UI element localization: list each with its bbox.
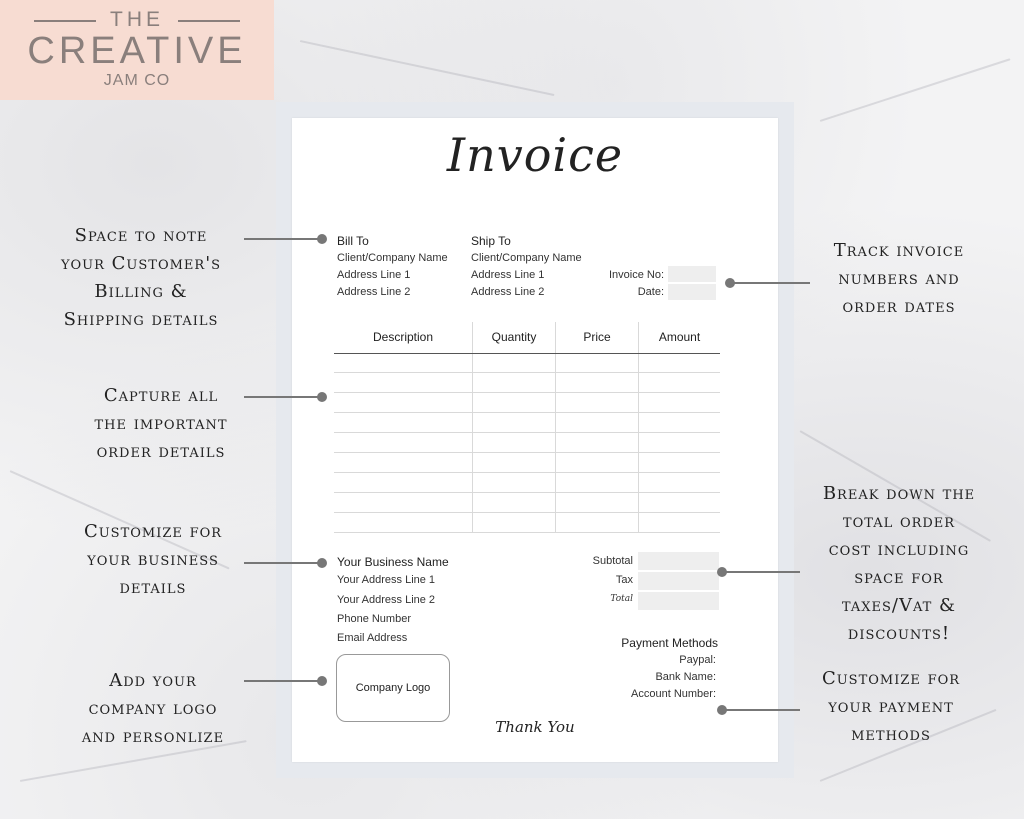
annotation-line: the important [94, 413, 228, 434]
invoice-no-label: Invoice No: [608, 269, 664, 281]
payment-line: Account Number: [631, 688, 716, 700]
subtotal-field[interactable] [638, 552, 719, 570]
annotation-line: numbers and [838, 268, 960, 289]
brand-rule [178, 20, 240, 22]
invoice-title: Invoice [446, 128, 624, 182]
annotation-line: Billing & [94, 281, 188, 302]
connector-dot [717, 705, 727, 715]
connector-line [244, 396, 322, 398]
bill-to-line: Address Line 2 [337, 286, 411, 298]
total-field[interactable] [638, 592, 719, 610]
date-field[interactable] [668, 284, 716, 300]
company-logo-placeholder[interactable] [336, 654, 450, 722]
business-line: Your Address Line 1 [337, 574, 436, 586]
col-header-quantity: Quantity [491, 330, 537, 344]
bill-to-line: Address Line 1 [337, 269, 411, 281]
annotation-line: Add your [109, 670, 197, 691]
business-line: Phone Number [337, 613, 411, 625]
annotation-line: taxes/Vat & [841, 595, 957, 616]
invoice-no-field[interactable] [668, 266, 716, 282]
connector-dot [317, 392, 327, 402]
business-name: Your Business Name [337, 555, 449, 569]
annotation-line: cost including [828, 539, 970, 560]
payment-heading: Payment Methods [621, 636, 718, 650]
annotation-order [56, 382, 266, 466]
connector-dot [317, 676, 327, 686]
date-label: Date: [637, 286, 664, 298]
annotation-line: company logo [88, 698, 218, 719]
annotation-line: Capture all [103, 385, 219, 406]
ship-to-line: Address Line 2 [471, 286, 545, 298]
annotation-line: order dates [842, 296, 956, 317]
tax-label: Tax [615, 574, 633, 586]
ship-to-line: Address Line 1 [471, 269, 545, 281]
ship-to-heading: Ship To [471, 234, 511, 248]
annotation-line: Break down the [822, 483, 976, 504]
brand-the: THE [110, 8, 164, 31]
annotation-costs [794, 480, 1004, 648]
connector-line [724, 709, 800, 711]
annotation-logo [48, 667, 258, 751]
annotation-line: your payment [828, 696, 954, 717]
annotation-line: your business [87, 549, 219, 570]
logo-label: Company Logo [355, 682, 431, 694]
table-row-rule [334, 372, 720, 373]
annotation-line: your Customer's [60, 253, 222, 274]
annotation-line: order details [96, 441, 226, 462]
annotation-line: discounts! [847, 623, 951, 644]
total-label: Total [610, 594, 633, 604]
table-row-rule [334, 492, 720, 493]
annotation-customer [36, 222, 246, 334]
table-row-rule [334, 432, 720, 433]
connector-dot [317, 558, 327, 568]
annotation-line: details [119, 577, 187, 598]
col-header-amount: Amount [658, 330, 701, 344]
bill-to-line: Client/Company Name [337, 252, 448, 264]
annotation-invoice-numbers [794, 237, 1004, 321]
annotation-line: space for [854, 567, 944, 588]
annotation-line: Space to note [74, 225, 208, 246]
connector-line [724, 571, 800, 573]
connector-line [244, 562, 322, 564]
annotation-line: Shipping details [63, 309, 219, 330]
table-row-rule [334, 472, 720, 473]
brand-logo [0, 0, 274, 100]
business-line: Your Address Line 2 [337, 594, 436, 606]
table-row-rule [334, 412, 720, 413]
connector-dot [725, 278, 735, 288]
ship-to-line: Client/Company Name [471, 252, 582, 264]
col-header-description: Description [372, 330, 434, 344]
table-row-rule [334, 392, 720, 393]
marble-vein [300, 40, 555, 96]
annotation-line: total order [842, 511, 956, 532]
annotation-line: Customize for [821, 668, 961, 689]
subtotal-label: Subtotal [592, 555, 633, 567]
invoice-page [292, 118, 778, 762]
payment-line: Paypal: [679, 654, 716, 666]
table-header-rule [334, 353, 720, 354]
annotation-line: and personlize [81, 726, 225, 747]
annotation-payment [786, 665, 996, 749]
annotation-business [48, 518, 258, 602]
table-row-rule [334, 532, 720, 533]
payment-line: Bank Name: [655, 671, 716, 683]
connector-line [732, 282, 810, 284]
connector-line [244, 238, 322, 240]
table-row-rule [334, 512, 720, 513]
tax-field[interactable] [638, 572, 719, 590]
bill-to-heading: Bill To [337, 234, 369, 248]
table-row-rule [334, 452, 720, 453]
brand-creative: CREATIVE [27, 30, 247, 72]
annotation-line: methods [851, 724, 931, 745]
connector-line [244, 680, 322, 682]
business-line: Email Address [337, 632, 408, 644]
marble-vein [820, 58, 1011, 122]
annotation-line: Track invoice [833, 240, 965, 261]
col-header-price: Price [583, 330, 611, 344]
connector-dot [717, 567, 727, 577]
thank-you-signature: Thank You [495, 718, 575, 736]
annotation-line: Customize for [83, 521, 223, 542]
brand-jam: JAM CO [103, 72, 171, 89]
connector-dot [317, 234, 327, 244]
